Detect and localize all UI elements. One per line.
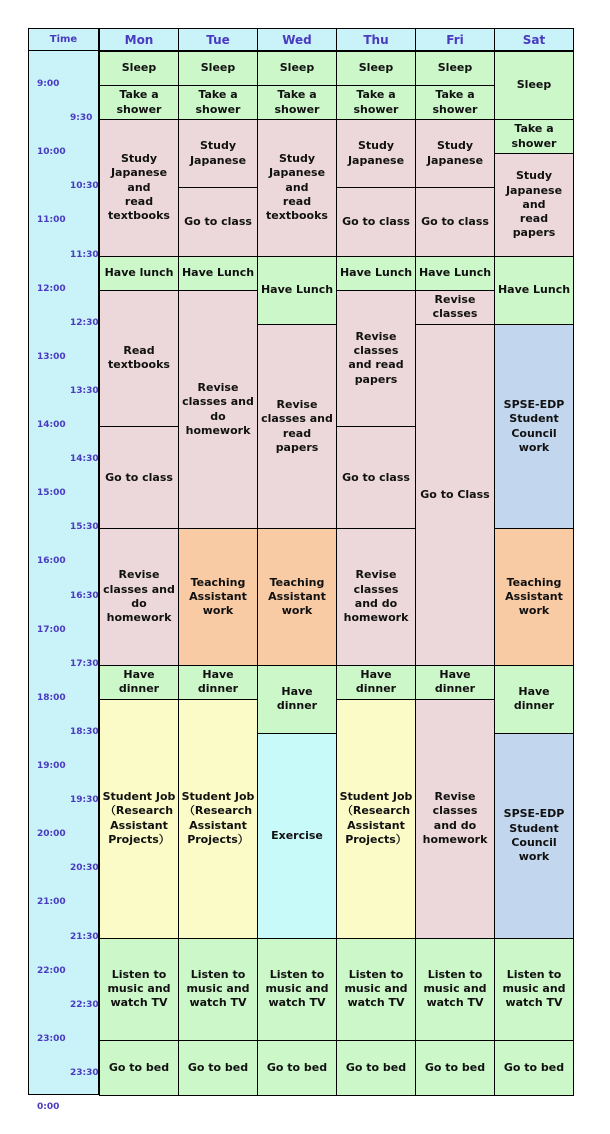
time-label: 16:00 xyxy=(37,556,66,567)
activity-thu-go-to-class: Go to class xyxy=(336,426,416,529)
time-label: 9:30 xyxy=(70,113,93,124)
activity-wed-teaching-assistant-work: Teaching Assistant work xyxy=(257,528,337,665)
activity-sat-teaching-assistant-work: Teaching Assistant work xyxy=(494,528,574,665)
activity-mon-have-dinner: Have dinner xyxy=(99,665,179,700)
activity-fri-have-lunch: Have Lunch xyxy=(415,256,495,291)
time-label: 10:00 xyxy=(37,147,66,158)
activity-wed-have-dinner: Have dinner xyxy=(257,665,337,734)
activity-tue-listen-to-music-and-watch-tv: Listen to music and watch TV xyxy=(178,938,258,1041)
activity-mon-sleep: Sleep xyxy=(99,51,179,86)
activity-fri-go-to-class: Go to class xyxy=(415,187,495,256)
time-label: 10:30 xyxy=(70,181,99,192)
time-label: 18:00 xyxy=(37,692,66,703)
activity-thu-go-to-bed: Go to bed xyxy=(336,1040,416,1096)
activity-mon-revise-classes-and-do-homework: Revise classes and do homework xyxy=(99,528,179,665)
time-column-header: Time xyxy=(28,28,99,51)
activity-tue-have-dinner: Have dinner xyxy=(178,665,258,700)
activity-thu-take-a-shower: Take a shower xyxy=(336,85,416,120)
time-label: 13:30 xyxy=(70,385,99,396)
activity-sat-take-a-shower: Take a shower xyxy=(494,119,574,154)
activity-sat-sleep: Sleep xyxy=(494,51,574,120)
time-label: 15:30 xyxy=(70,522,99,533)
time-label: 22:00 xyxy=(37,965,66,976)
activity-fri-listen-to-music-and-watch-tv: Listen to music and watch TV xyxy=(415,938,495,1041)
activity-sat-have-lunch: Have Lunch xyxy=(494,256,574,325)
time-label: 0:00 xyxy=(37,1102,60,1112)
activity-sat-spse-edp-student-council-work: SPSE-EDP Student Council work xyxy=(494,324,574,530)
activity-wed-listen-to-music-and-watch-tv: Listen to music and watch TV xyxy=(257,938,337,1041)
day-header-wed: Wed xyxy=(257,28,337,51)
activity-thu-student-job-research-assistant-projects: Student Job （Research Assistant Projects） xyxy=(336,699,416,939)
activity-sat-go-to-bed: Go to bed xyxy=(494,1040,574,1096)
day-header-tue: Tue xyxy=(178,28,258,51)
time-label: 11:30 xyxy=(70,249,99,260)
activity-mon-student-job-research-assistant-projects: Student Job （Research Assistant Projects） xyxy=(99,699,179,939)
activity-thu-revise-classes-and-read-papers: Revise classes and read papers xyxy=(336,290,416,427)
activity-tue-student-job-research-assistant-projects: Student Job （Research Assistant Projects） xyxy=(178,699,258,939)
time-label: 12:30 xyxy=(70,317,99,328)
activity-mon-listen-to-music-and-watch-tv: Listen to music and watch TV xyxy=(99,938,179,1041)
time-label: 23:00 xyxy=(37,1033,66,1044)
activity-wed-go-to-bed: Go to bed xyxy=(257,1040,337,1096)
time-label: 19:00 xyxy=(37,761,66,771)
day-header-mon: Mon xyxy=(99,28,179,51)
activity-thu-sleep: Sleep xyxy=(336,51,416,86)
activity-thu-listen-to-music-and-watch-tv: Listen to music and watch TV xyxy=(336,938,416,1041)
activity-tue-take-a-shower: Take a shower xyxy=(178,85,258,120)
time-label: 18:30 xyxy=(70,726,99,737)
activity-wed-exercise: Exercise xyxy=(257,733,337,939)
time-label: 17:30 xyxy=(70,658,99,669)
time-label: 9:00 xyxy=(37,79,60,89)
activity-tue-study-japanese: Study Japanese xyxy=(178,119,258,188)
activity-fri-revise-classes-and-do-homework: Revise classes and do homework xyxy=(415,699,495,939)
activity-wed-have-lunch: Have Lunch xyxy=(257,256,337,325)
activity-tue-go-to-bed: Go to bed xyxy=(178,1040,258,1096)
activity-wed-study-japanese-and-read-textbooks: Study Japanese and read textbooks xyxy=(257,119,337,256)
activity-fri-go-to-bed: Go to bed xyxy=(415,1040,495,1096)
activity-thu-revise-classes-and-do-homework: Revise classes and do homework xyxy=(336,528,416,665)
day-header-sat: Sat xyxy=(494,28,574,51)
activity-fri-sleep: Sleep xyxy=(415,51,495,86)
time-label: 17:00 xyxy=(37,624,66,635)
time-label: 15:00 xyxy=(37,488,66,499)
time-label: 21:00 xyxy=(37,897,66,908)
activity-thu-have-dinner: Have dinner xyxy=(336,665,416,700)
activity-thu-study-japanese: Study Japanese xyxy=(336,119,416,188)
day-header-thu: Thu xyxy=(336,28,416,51)
time-label: 14:30 xyxy=(70,454,99,465)
activity-tue-revise-classes-and-do-homework: Revise classes and do homework xyxy=(178,290,258,530)
activity-fri-study-japanese: Study Japanese xyxy=(415,119,495,188)
activity-mon-have-lunch: Have lunch xyxy=(99,256,179,291)
time-label: 23:30 xyxy=(70,1067,99,1078)
time-label: 16:30 xyxy=(70,590,99,601)
activity-tue-go-to-class: Go to class xyxy=(178,187,258,256)
activity-fri-have-dinner: Have dinner xyxy=(415,665,495,700)
activity-sat-spse-edp-student-council-work: SPSE-EDP Student Council work xyxy=(494,733,574,939)
activity-mon-go-to-class: Go to class xyxy=(99,426,179,529)
time-label: 11:00 xyxy=(37,215,66,226)
activity-sat-have-dinner: Have dinner xyxy=(494,665,574,734)
time-label: 14:00 xyxy=(37,420,66,430)
day-header-fri: Fri xyxy=(415,28,495,51)
activity-sat-study-japanese-and-read-papers: Study Japanese and read papers xyxy=(494,153,574,256)
activity-fri-revise-classes: Revise classes xyxy=(415,290,495,325)
time-label: 20:00 xyxy=(37,829,66,840)
activity-fri-take-a-shower: Take a shower xyxy=(415,85,495,120)
time-label: 22:30 xyxy=(70,999,99,1010)
activity-mon-go-to-bed: Go to bed xyxy=(99,1040,179,1096)
activity-thu-have-lunch: Have Lunch xyxy=(336,256,416,291)
activity-mon-take-a-shower: Take a shower xyxy=(99,85,179,120)
time-label: 12:00 xyxy=(37,283,66,294)
activity-fri-go-to-class: Go to Class xyxy=(415,324,495,666)
activity-wed-revise-classes-and-read-papers: Revise classes and read papers xyxy=(257,324,337,530)
time-label: 20:30 xyxy=(70,863,99,874)
time-label: 19:30 xyxy=(70,795,99,806)
activity-mon-study-japanese-and-read-textbooks: Study Japanese and read textbooks xyxy=(99,119,179,256)
activity-sat-listen-to-music-and-watch-tv: Listen to music and watch TV xyxy=(494,938,574,1041)
activity-thu-go-to-class: Go to class xyxy=(336,187,416,256)
time-label: 21:30 xyxy=(70,931,99,942)
time-label: 13:00 xyxy=(37,351,66,362)
activity-mon-read-textbooks: Read textbooks xyxy=(99,290,179,427)
activity-tue-have-lunch: Have Lunch xyxy=(178,256,258,291)
activity-wed-sleep: Sleep xyxy=(257,51,337,86)
activity-tue-sleep: Sleep xyxy=(178,51,258,86)
activity-wed-take-a-shower: Take a shower xyxy=(257,85,337,120)
activity-tue-teaching-assistant-work: Teaching Assistant work xyxy=(178,528,258,665)
